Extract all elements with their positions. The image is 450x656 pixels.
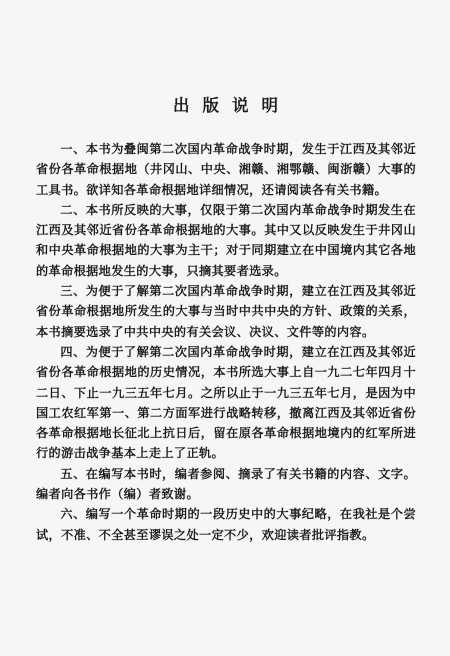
paragraph-1: 一、本书为叠闽第二次国内革命战争时期，发生于江西及其邻近省份各革命根据地（井冈山、中央、湘赣、湘鄂赣、闽浙赣）大事的工具书。欲详知各革命根据地详细情况，还请阅读各有关书籍。 [36,142,416,197]
paragraph-2: 二、本书所反映的大事，仅限于第二次国内革命战争时期发生在江西及其邻近省份各革命根据地的大事。其中又以反映发生于井冈山和中央革命根据地的大事为主干；对于同期建立在中国境内其它各地的革命根据地发生的大事，只摘其要者选录。 [36,202,416,278]
paragraph-5: 五、在编写本书时，编者参阅、摘录了有关书籍的内容、文字。编者向各书作（编）者致谢。 [36,466,416,502]
paragraph-4: 四、为便于了解第二次国内革命战争时期，建立在江西及其邻近省份各革命根据地的历史情况，本书所选大事上自一九二七年四月十二日、下止一九三五年七月。之所以止于一九三五年七月，是因为中国工农红军第一、第二方面军进行战略转移，撤离江西及其邻近省份各革命根据地长征北上抗日后，留在原各革命根据地境内的红军所进行的游击战争基本上走上了正轨。 [36,344,416,461]
paragraph-3: 三、为便于了解第二次国内革命战争时期，建立在江西及其邻近省份革命根据地所发生的大事与当时中共中央的方针、政策的关系，本书摘要选录了中共中央的有关会议、决议、文件等的内容。 [36,284,416,339]
document-title: 出版说明 [173,96,291,115]
paragraph-6: 六、编写一个革命时期的一段历史中的大事纪略，在我社是个尝试，不准、不全甚至谬误之处一定不少，欢迎读者批评指教。 [36,507,416,542]
